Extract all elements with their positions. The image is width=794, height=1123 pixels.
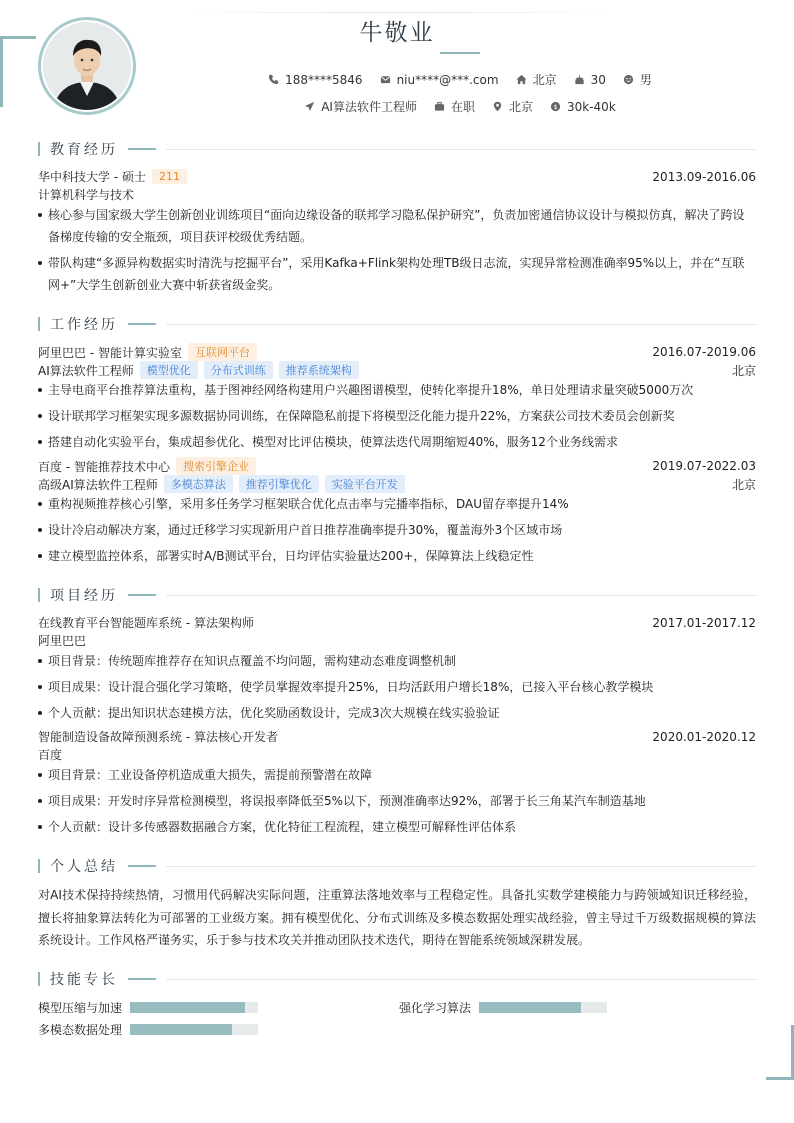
skill-tag: 多模态算法 [164,475,233,493]
list-item: 主导电商平台推荐算法重构，基于图神经网络构建用户兴趣图谱模型，使转化率提升18%，单日处理请求量突破5000万次 [38,379,756,401]
briefcase-icon [434,101,445,112]
job-status-item: 在职 [434,98,475,115]
job-title: AI算法软件工程师 [38,363,134,378]
job-title: 高级AI算法软件工程师 [38,477,158,492]
job-city-item: 北京 [492,98,533,115]
skill-tag: 模型优化 [140,361,198,379]
school-name: 华中科技大学 - 硕士 [38,170,146,184]
major: 计算机科学与技术 [38,188,135,202]
work-city: 北京 [731,363,756,378]
section-skills [38,970,756,988]
work-header [38,343,756,361]
contact-gender: 男 [623,71,652,88]
list-item: 项目成果：开发时序异常检测模型，将误报率降低至5%以下，预测准确率达92%，部署于长三角某汽车制造基地 [38,790,756,812]
section-title: 个人总结 [50,859,118,875]
skill-name: 模型压缩与加速 [38,1001,123,1015]
education-header [38,168,756,185]
job-salary-item: $ 30k-40k [550,100,616,114]
section-summary [38,857,756,875]
project-header [38,728,756,745]
education-date: 2013.09-2016.06 [652,169,756,184]
list-item: 设计联邦学习框架实现多源数据协同训练，在保障隐私前提下将模型泛化能力提升22%，方案获公司技术委员会创新奖 [38,405,756,427]
project-org-row [38,632,756,649]
list-item: 核心参与国家级大学生创新创业训练项目“面向边缘设备的联邦学习隐私保护研究”，负责加密通信协议设计与模拟仿真，解决了跨设备梯度传输的安全瓶颈，项目获评校级优秀结题。 [38,204,756,248]
contact-email: niu****@***.com [380,73,499,87]
project-org-row [38,746,756,763]
mail-icon [380,74,391,85]
top-divider [180,12,614,13]
list-item: 重构视频推荐核心引擎，采用多任务学习框架联合优化点击率与完播率指标，DAU留存率提升14% [38,493,756,515]
list-item: 建立模型监控体系，部署实时A/B测试平台，日均评估实验量达200+，保障算法上线稳定性 [38,545,756,567]
list-item: 设计冷启动解决方案，通过迁移学习实现新用户首日推荐准确率提升30%，覆盖海外3个区域市场 [38,519,756,541]
skill-level-bar [130,1002,258,1013]
skill-tag: 分布式训练 [204,361,273,379]
section-education [38,140,756,158]
work-date: 2019.07-2022.03 [652,459,756,473]
project-title: 在线教育平台智能题库系统 - 算法架构师 [38,616,254,630]
company-tag: 互联网平台 [188,343,257,361]
list-item: 个人贡献：设计多传感器数据融合方案，优化特征工程流程，建立模型可解释性评估体系 [38,816,756,838]
school-tag: 211 [152,169,187,184]
company-name: 百度 - 智能推荐技术中心 [38,459,170,474]
work-title-row [38,361,756,379]
work-city: 北京 [731,477,756,492]
section-projects [38,586,756,604]
send-icon [304,101,315,112]
skill-item [399,999,607,1016]
company-tag: 搜索引擎企业 [176,457,256,475]
work-title-row [38,475,756,493]
section-title: 工作经历 [50,317,118,333]
job-title-item: AI算法软件工程师 [304,98,417,115]
phone-icon [268,74,279,85]
salary-icon [550,101,561,112]
skill-level-fill [479,1002,581,1013]
skill-name: 多模态数据处理 [38,1023,123,1037]
skill-tag: 实验平台开发 [325,475,405,493]
skill-item [38,999,258,1016]
skill-level-bar [130,1024,258,1035]
project-org: 百度 [38,748,63,762]
skill-level-fill [130,1024,232,1035]
skill-name: 强化学习算法 [399,1001,472,1015]
project-date: 2017.01-2017.12 [652,615,756,630]
list-item: 项目成果：设计混合强化学习策略，使学员掌握效率提升25%，日均活跃用户增长18%，已接入平台核心教学模块 [38,676,756,698]
work-date: 2016.07-2019.06 [652,345,756,359]
corner-decoration-bottom-right [766,1077,794,1080]
list-item: 带队构建“多源异构数据实时清洗与挖掘平台”，采用Kafka+Flink架构处理TB级日志流，实现异常检测准确率95%以上，并在“互联网+”大学生创新创业大赛中斩获省级金奖。 [38,252,756,296]
contact-home: 北京 [516,71,557,88]
svg-text:$: $ [553,102,558,111]
contact-row [0,71,794,88]
cake-icon [574,74,585,85]
name-underline [440,52,480,54]
home-icon [516,74,527,85]
job-intention-row [0,98,794,115]
company-name: 阿里巴巴 - 智能计算实验室 [38,345,182,360]
project-org: 阿里巴巴 [38,634,87,648]
section-work [38,315,756,333]
list-item: 搭建自动化实验平台，集成超参优化、模型对比评估模块，使算法迭代周期缩短40%，服务12个业务线需求 [38,431,756,453]
project-header [38,614,756,631]
location-pin-icon [492,101,503,112]
project-title: 智能制造设备故障预测系统 - 算法核心开发者 [38,730,278,744]
project-date: 2020.01-2020.12 [652,729,756,744]
education-major-row [38,186,756,203]
candidate-name: 牛敬业 [359,20,435,46]
work-header [38,457,756,475]
contact-phone: 188****5846 [268,73,362,87]
skill-tag: 推荐引擎优化 [239,475,319,493]
skill-level-bar [479,1002,607,1013]
skill-tag: 推荐系统架构 [279,361,359,379]
list-item: 项目背景：传统题库推荐存在知识点覆盖不均问题，需构建动态难度调整机制 [38,650,756,672]
section-title: 技能专长 [50,972,118,988]
list-item: 项目背景：工业设备停机造成重大损失，需提前预警潜在故障 [38,764,756,786]
gender-icon [623,74,634,85]
section-title: 项目经历 [50,588,118,604]
skill-level-fill [130,1002,245,1013]
contact-age: 30 [574,73,606,87]
summary-text: 对AI技术保持持续热情，习惯用代码解决实际问题，注重算法落地效率与工程稳定性。具备扎实数学建模能力与跨领域知识迁移经验，擅长将抽象算法转化为可部署的工业级方案。拥有模型优化、分布式训练及多模态数据处理实战经验，曾主导过千万级数据规模的算法系统设计。工作风格严谨务实，乐于参与技术攻关并推动团队技术迭代，期待在智能系统领域深耕发展。 [38,888,756,947]
section-title: 教育经历 [50,142,118,158]
list-item: 个人贡献：提出知识状态建模方法，优化奖励函数设计，完成3次大规模在线实验验证 [38,702,756,724]
skill-item [38,1021,258,1038]
